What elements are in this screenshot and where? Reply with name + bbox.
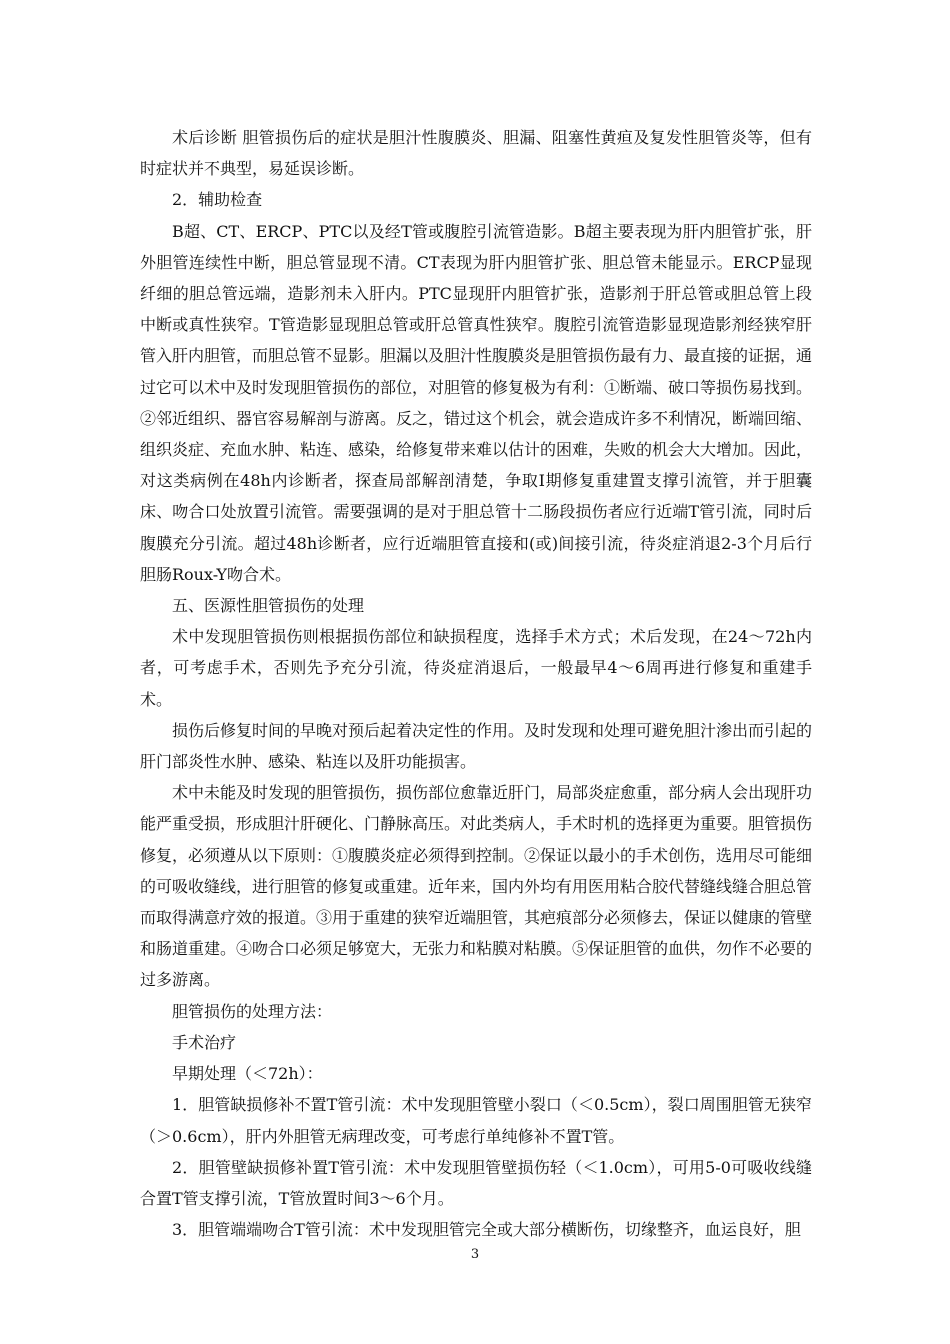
heading-auxiliary-exams: 2．辅助检查 [172, 190, 263, 210]
document-body [140, 122, 812, 1245]
heading-early-management: 早期处理（＜72h）： [172, 1064, 323, 1084]
list-item-repair-with-t-tube: 2．胆管壁缺损修补置T管引流：术中发现胆管壁损伤轻（＜1.0cm），可用5-0可吸收线缝合置T管支撑引流，T管放置时间3～6个月。 [140, 1157, 812, 1208]
paragraph-repair-timing: 损伤后修复时间的早晚对预后起着决定性的作用。及时发现和处理可避免胆汁渗出而引起的肝门部炎性水肿、感染、粘连以及肝功能损害。 [140, 720, 813, 772]
list-item-end-to-end-anastomosis: 3．胆管端端吻合T管引流：术中发现胆管完全或大部分横断伤，切缘整齐，血运良好，胆 [172, 1220, 801, 1240]
paragraph-surgical-approach: 术中发现胆管损伤则根据损伤部位和缺损程度，选择手术方式；术后发现，在24～72h内者，可考虑手术，否则先予充分引流，待炎症消退后，一般最早4～6周再进行修复和重建手术。 [140, 627, 812, 709]
paragraph-repair-principles: 术中未能及时发现的胆管损伤，损伤部位愈靠近肝门，局部炎症愈重，部分病人会出现肝功能严重受损，形成胆汁肝硬化、门静脉高压。对此类病人，手术时机的选择更为重要。胆管损伤修复，必须遵从以下原则：①腹膜炎症必须得到控制。②保证以最小的手术创伤，选用尽可能细的可吸收缝线，进行胆管的修复或重建。近年来，国内外均有用医用粘合胶代替缝线缝合胆总管而取得满意疗效的报道。③用于重建的狭窄近端胆管，其疤痕部分必须修去，保证以健康的管壁和肠道重建。④吻合口必须足够宽大，无张力和粘膜对粘膜。⑤保证胆管的血供，勿作不必要的过多游离。 [140, 783, 813, 990]
paragraph-postop-diagnosis: 术后诊断 胆管损伤后的症状是胆汁性腹膜炎、胆漏、阻塞性黄疸及复发性胆管炎等，但有时症状并不典型，易延误诊断。 [140, 128, 812, 179]
heading-iatrogenic-injury: 五、医源性胆管损伤的处理 [172, 596, 365, 616]
paragraph-imaging: B超、CT、ERCP、PTC以及经T管或腹腔引流管造影。B超主要表现为肝内胆管扩张，肝外胆管连续性中断，胆总管显现不清。CT表现为肝内胆管扩张、胆总管未能显示。ERCP显现纤细的胆总管远端，造影剂未入肝内。PTC显现肝内胆管扩张，造影剂于肝总管或胆总管上段中断或真性狭窄。T管造影显现胆总管或肝总管真性狭窄。腹腔引流管造影显现造影剂经狭窄肝管入肝内胆管，而胆总管不显影。胆漏以及胆汁性腹膜炎是胆管损伤最有力、最直接的证据，通过它可以术中及时发现胆管损伤的部位，对胆管的修复极为有利：①断端、破口等损伤易找到。②邻近组织、器官容易解剖与游离。反之，错过这个机会，就会造成许多不利情况，断端回缩、组织炎症、充血水肿、粘连、感染，给修复带来难以估计的困难，失败的机会大大增加。因此，对这类病例在48h内诊断者，探查局部解剖清楚，争取Ⅰ期修复重建置支撑引流管，并于胆囊床、吻合口处放置引流管。需要强调的是对于胆总管十二肠段损伤者应行近端T管引流，同时后腹膜充分引流。超过48h诊断者，应行近端胆管直接和(或)间接引流，待炎症消退2-3个月后行胆肠Roux-Y吻合术。 [140, 221, 813, 584]
page-number: 3 [470, 1247, 480, 1262]
heading-treatment-methods: 胆管损伤的处理方法： [172, 1001, 333, 1021]
list-item-repair-no-t-tube: 1．胆管缺损修补不置T管引流：术中发现胆管壁小裂口（＜0.5cm），裂口周围胆管无狭窄（＞0.6cm），肝内外胆管无病理改变，可考虑行单纯修补不置T管。 [140, 1095, 812, 1146]
heading-surgical-treatment: 手术治疗 [172, 1032, 237, 1052]
